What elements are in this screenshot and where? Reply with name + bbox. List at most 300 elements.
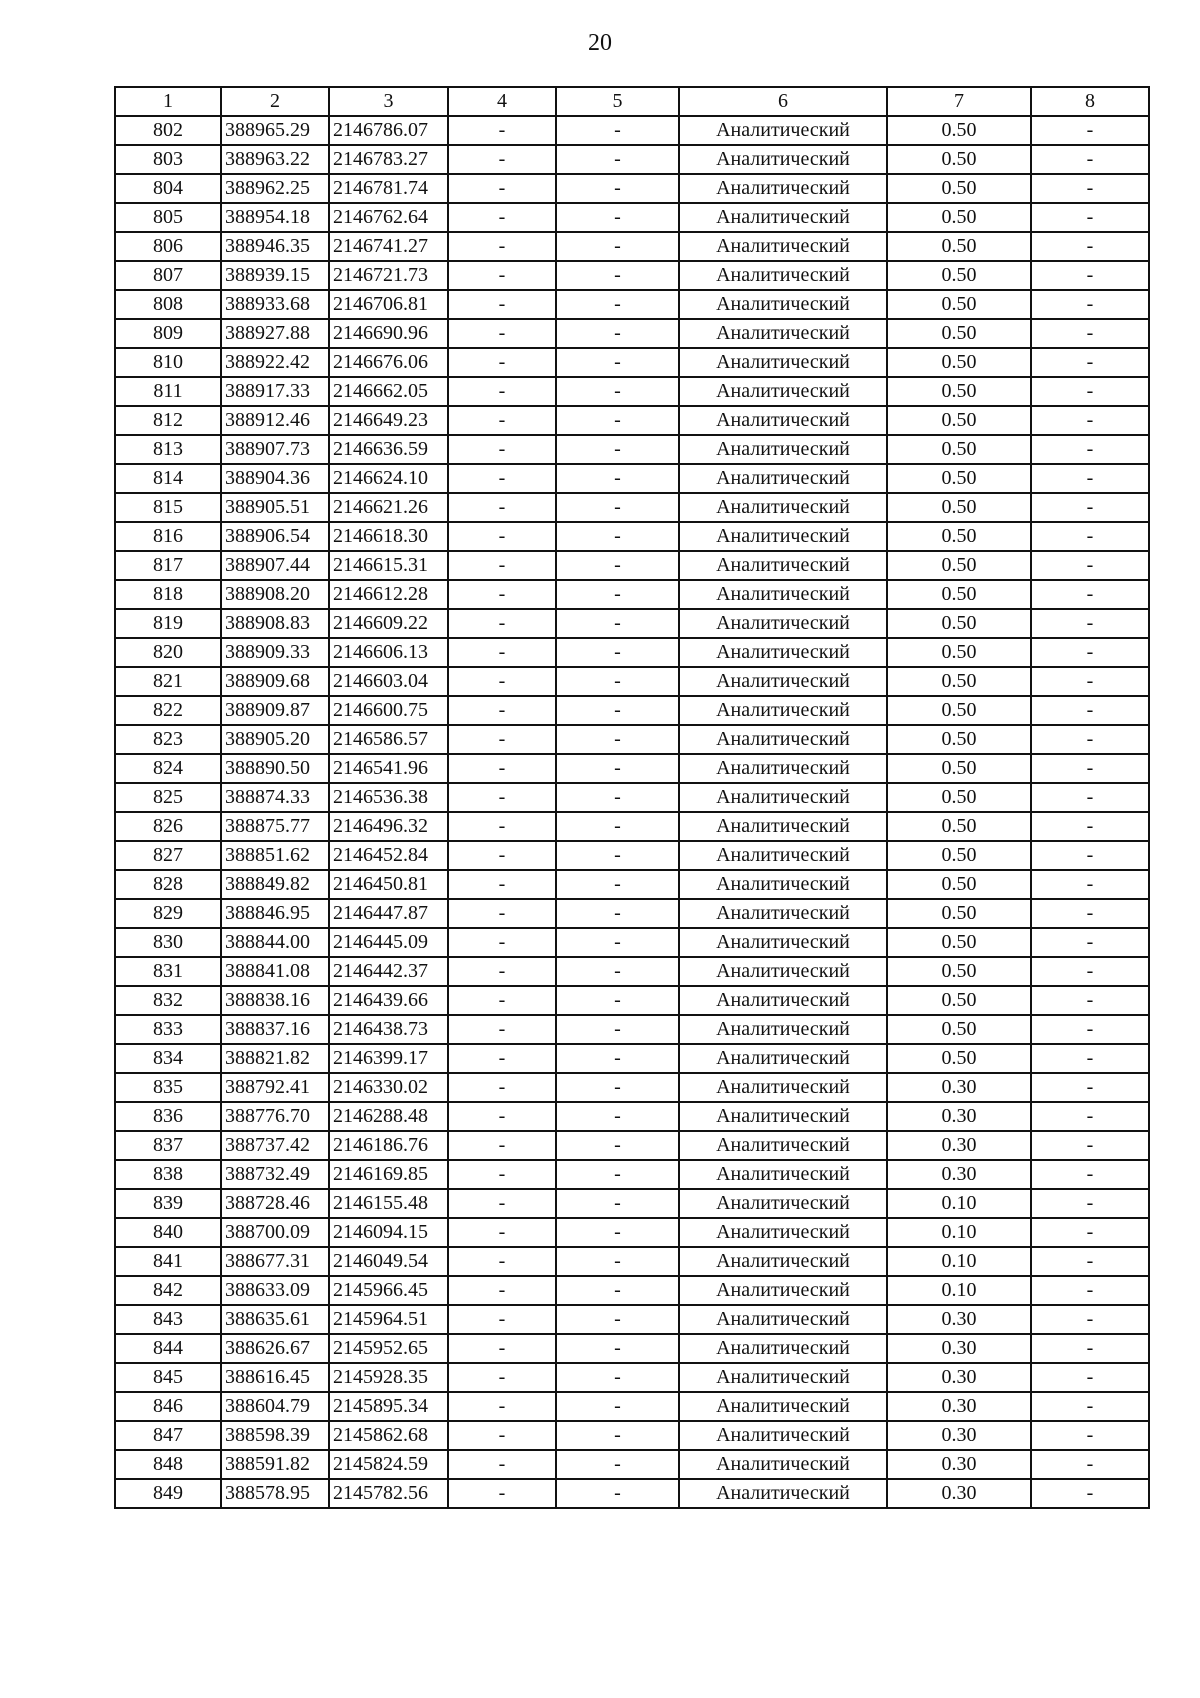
method-cell: Аналитический xyxy=(679,609,887,638)
table-row xyxy=(115,435,1149,464)
table-row xyxy=(115,580,1149,609)
x-coordinate-cell: 388917.33 xyxy=(221,377,329,406)
table-row xyxy=(115,638,1149,667)
column-4-cell: - xyxy=(448,957,556,986)
x-coordinate-cell: 388837.16 xyxy=(221,1015,329,1044)
column-5-cell: - xyxy=(556,1044,679,1073)
x-coordinate-cell: 388962.25 xyxy=(221,174,329,203)
column-8-cell: - xyxy=(1031,638,1149,667)
column-5-cell: - xyxy=(556,1421,679,1450)
y-coordinate-cell: 2146662.05 xyxy=(329,377,448,406)
y-coordinate-cell: 2146536.38 xyxy=(329,783,448,812)
table-row xyxy=(115,1044,1149,1073)
column-4-cell: - xyxy=(448,1015,556,1044)
table-row xyxy=(115,1218,1149,1247)
y-coordinate-cell: 2146690.96 xyxy=(329,319,448,348)
method-cell: Аналитический xyxy=(679,725,887,754)
column-8-cell: - xyxy=(1031,870,1149,899)
method-cell: Аналитический xyxy=(679,406,887,435)
x-coordinate-cell: 388965.29 xyxy=(221,116,329,145)
point-number-cell: 813 xyxy=(115,435,221,464)
accuracy-cell: 0.50 xyxy=(887,609,1031,638)
column-8-cell: - xyxy=(1031,1160,1149,1189)
point-number-cell: 831 xyxy=(115,957,221,986)
x-coordinate-cell: 388838.16 xyxy=(221,986,329,1015)
column-4-cell: - xyxy=(448,1102,556,1131)
column-8-cell: - xyxy=(1031,1450,1149,1479)
column-4-cell: - xyxy=(448,1218,556,1247)
column-8-cell: - xyxy=(1031,1073,1149,1102)
accuracy-cell: 0.30 xyxy=(887,1160,1031,1189)
accuracy-cell: 0.50 xyxy=(887,957,1031,986)
table-row xyxy=(115,1450,1149,1479)
table-row xyxy=(115,783,1149,812)
table-row xyxy=(115,348,1149,377)
method-cell: Аналитический xyxy=(679,667,887,696)
column-8-cell: - xyxy=(1031,1479,1149,1508)
table-row xyxy=(115,957,1149,986)
page-number: 20 xyxy=(588,30,612,56)
column-4-cell: - xyxy=(448,899,556,928)
column-5-cell: - xyxy=(556,841,679,870)
column-5-cell: - xyxy=(556,377,679,406)
table-row xyxy=(115,145,1149,174)
accuracy-cell: 0.50 xyxy=(887,203,1031,232)
column-4-cell: - xyxy=(448,1073,556,1102)
y-coordinate-cell: 2146049.54 xyxy=(329,1247,448,1276)
table-row xyxy=(115,174,1149,203)
column-5-cell: - xyxy=(556,174,679,203)
accuracy-cell: 0.30 xyxy=(887,1073,1031,1102)
point-number-cell: 832 xyxy=(115,986,221,1015)
column-5-cell: - xyxy=(556,1102,679,1131)
column-5-cell: - xyxy=(556,1334,679,1363)
column-8-cell: - xyxy=(1031,232,1149,261)
column-8-cell: - xyxy=(1031,348,1149,377)
method-cell: Аналитический xyxy=(679,464,887,493)
y-coordinate-cell: 2146452.84 xyxy=(329,841,448,870)
column-5-cell: - xyxy=(556,493,679,522)
column-4-cell: - xyxy=(448,406,556,435)
x-coordinate-cell: 388890.50 xyxy=(221,754,329,783)
table-row xyxy=(115,1479,1149,1508)
point-number-cell: 808 xyxy=(115,290,221,319)
table-row xyxy=(115,1421,1149,1450)
column-5-cell: - xyxy=(556,1276,679,1305)
column-5-cell: - xyxy=(556,1131,679,1160)
x-coordinate-cell: 388616.45 xyxy=(221,1363,329,1392)
column-4-cell: - xyxy=(448,145,556,174)
column-5-cell: - xyxy=(556,1015,679,1044)
column-4-cell: - xyxy=(448,870,556,899)
accuracy-cell: 0.50 xyxy=(887,348,1031,377)
point-number-cell: 820 xyxy=(115,638,221,667)
column-5-cell: - xyxy=(556,1305,679,1334)
point-number-cell: 825 xyxy=(115,783,221,812)
x-coordinate-cell: 388821.82 xyxy=(221,1044,329,1073)
accuracy-cell: 0.30 xyxy=(887,1392,1031,1421)
x-coordinate-cell: 388841.08 xyxy=(221,957,329,986)
column-header-6: 6 xyxy=(679,87,887,116)
column-8-cell: - xyxy=(1031,1189,1149,1218)
column-4-cell: - xyxy=(448,667,556,696)
x-coordinate-cell: 388922.42 xyxy=(221,348,329,377)
column-8-cell: - xyxy=(1031,928,1149,957)
column-header-8: 8 xyxy=(1031,87,1149,116)
y-coordinate-cell: 2146603.04 xyxy=(329,667,448,696)
table-row xyxy=(115,1247,1149,1276)
point-number-cell: 811 xyxy=(115,377,221,406)
column-8-cell: - xyxy=(1031,841,1149,870)
column-8-cell: - xyxy=(1031,290,1149,319)
accuracy-cell: 0.50 xyxy=(887,1044,1031,1073)
column-4-cell: - xyxy=(448,1276,556,1305)
column-4-cell: - xyxy=(448,174,556,203)
column-header-5: 5 xyxy=(556,87,679,116)
column-8-cell: - xyxy=(1031,899,1149,928)
y-coordinate-cell: 2146636.59 xyxy=(329,435,448,464)
y-coordinate-cell: 2145952.65 xyxy=(329,1334,448,1363)
column-4-cell: - xyxy=(448,261,556,290)
method-cell: Аналитический xyxy=(679,1189,887,1218)
point-number-cell: 812 xyxy=(115,406,221,435)
x-coordinate-cell: 388905.51 xyxy=(221,493,329,522)
x-coordinate-cell: 388846.95 xyxy=(221,899,329,928)
column-4-cell: - xyxy=(448,1305,556,1334)
column-8-cell: - xyxy=(1031,1131,1149,1160)
column-5-cell: - xyxy=(556,1189,679,1218)
method-cell: Аналитический xyxy=(679,435,887,464)
table-body xyxy=(115,116,1149,1508)
x-coordinate-cell: 388909.68 xyxy=(221,667,329,696)
column-5-cell: - xyxy=(556,522,679,551)
accuracy-cell: 0.50 xyxy=(887,870,1031,899)
table-row xyxy=(115,754,1149,783)
method-cell: Аналитический xyxy=(679,1218,887,1247)
point-number-cell: 838 xyxy=(115,1160,221,1189)
column-4-cell: - xyxy=(448,638,556,667)
column-8-cell: - xyxy=(1031,696,1149,725)
column-5-cell: - xyxy=(556,899,679,928)
accuracy-cell: 0.50 xyxy=(887,667,1031,696)
y-coordinate-cell: 2146621.26 xyxy=(329,493,448,522)
column-5-cell: - xyxy=(556,870,679,899)
method-cell: Аналитический xyxy=(679,377,887,406)
column-8-cell: - xyxy=(1031,377,1149,406)
point-number-cell: 840 xyxy=(115,1218,221,1247)
method-cell: Аналитический xyxy=(679,870,887,899)
point-number-cell: 824 xyxy=(115,754,221,783)
table-row xyxy=(115,522,1149,551)
point-number-cell: 843 xyxy=(115,1305,221,1334)
table-row xyxy=(115,406,1149,435)
method-cell: Аналитический xyxy=(679,261,887,290)
accuracy-cell: 0.50 xyxy=(887,754,1031,783)
accuracy-cell: 0.50 xyxy=(887,290,1031,319)
column-8-cell: - xyxy=(1031,551,1149,580)
point-number-cell: 836 xyxy=(115,1102,221,1131)
column-4-cell: - xyxy=(448,1334,556,1363)
y-coordinate-cell: 2145862.68 xyxy=(329,1421,448,1450)
table-row xyxy=(115,870,1149,899)
accuracy-cell: 0.50 xyxy=(887,1015,1031,1044)
column-5-cell: - xyxy=(556,232,679,261)
table-row xyxy=(115,696,1149,725)
y-coordinate-cell: 2146442.37 xyxy=(329,957,448,986)
column-8-cell: - xyxy=(1031,754,1149,783)
x-coordinate-cell: 388849.82 xyxy=(221,870,329,899)
method-cell: Аналитический xyxy=(679,551,887,580)
point-number-cell: 802 xyxy=(115,116,221,145)
x-coordinate-cell: 388737.42 xyxy=(221,1131,329,1160)
table-row xyxy=(115,1160,1149,1189)
column-5-cell: - xyxy=(556,580,679,609)
column-8-cell: - xyxy=(1031,493,1149,522)
column-4-cell: - xyxy=(448,725,556,754)
column-8-cell: - xyxy=(1031,986,1149,1015)
method-cell: Аналитический xyxy=(679,348,887,377)
y-coordinate-cell: 2146155.48 xyxy=(329,1189,448,1218)
table-row xyxy=(115,319,1149,348)
x-coordinate-cell: 388851.62 xyxy=(221,841,329,870)
table-row xyxy=(115,841,1149,870)
column-4-cell: - xyxy=(448,609,556,638)
point-number-cell: 806 xyxy=(115,232,221,261)
point-number-cell: 839 xyxy=(115,1189,221,1218)
column-5-cell: - xyxy=(556,638,679,667)
x-coordinate-cell: 388598.39 xyxy=(221,1421,329,1450)
method-cell: Аналитический xyxy=(679,1334,887,1363)
y-coordinate-cell: 2146330.02 xyxy=(329,1073,448,1102)
point-number-cell: 830 xyxy=(115,928,221,957)
accuracy-cell: 0.30 xyxy=(887,1363,1031,1392)
method-cell: Аналитический xyxy=(679,232,887,261)
accuracy-cell: 0.30 xyxy=(887,1334,1031,1363)
column-5-cell: - xyxy=(556,1247,679,1276)
x-coordinate-cell: 388907.73 xyxy=(221,435,329,464)
column-5-cell: - xyxy=(556,1218,679,1247)
column-4-cell: - xyxy=(448,928,556,957)
x-coordinate-cell: 388946.35 xyxy=(221,232,329,261)
x-coordinate-cell: 388700.09 xyxy=(221,1218,329,1247)
column-4-cell: - xyxy=(448,1479,556,1508)
column-4-cell: - xyxy=(448,1450,556,1479)
y-coordinate-cell: 2146609.22 xyxy=(329,609,448,638)
table-header-row xyxy=(115,87,1149,116)
method-cell: Аналитический xyxy=(679,1421,887,1450)
accuracy-cell: 0.30 xyxy=(887,1479,1031,1508)
column-8-cell: - xyxy=(1031,203,1149,232)
table-row xyxy=(115,725,1149,754)
column-5-cell: - xyxy=(556,1363,679,1392)
method-cell: Аналитический xyxy=(679,1102,887,1131)
x-coordinate-cell: 388792.41 xyxy=(221,1073,329,1102)
point-number-cell: 826 xyxy=(115,812,221,841)
column-5-cell: - xyxy=(556,116,679,145)
column-4-cell: - xyxy=(448,377,556,406)
accuracy-cell: 0.50 xyxy=(887,232,1031,261)
method-cell: Аналитический xyxy=(679,986,887,1015)
accuracy-cell: 0.50 xyxy=(887,696,1031,725)
point-number-cell: 846 xyxy=(115,1392,221,1421)
column-4-cell: - xyxy=(448,551,556,580)
point-number-cell: 815 xyxy=(115,493,221,522)
column-5-cell: - xyxy=(556,261,679,290)
column-5-cell: - xyxy=(556,1392,679,1421)
table-row xyxy=(115,1131,1149,1160)
column-8-cell: - xyxy=(1031,1421,1149,1450)
table-row xyxy=(115,1102,1149,1131)
column-4-cell: - xyxy=(448,1131,556,1160)
column-4-cell: - xyxy=(448,1189,556,1218)
accuracy-cell: 0.50 xyxy=(887,551,1031,580)
table-row xyxy=(115,899,1149,928)
column-4-cell: - xyxy=(448,290,556,319)
column-4-cell: - xyxy=(448,348,556,377)
x-coordinate-cell: 388912.46 xyxy=(221,406,329,435)
table-row xyxy=(115,609,1149,638)
column-4-cell: - xyxy=(448,1247,556,1276)
y-coordinate-cell: 2146399.17 xyxy=(329,1044,448,1073)
method-cell: Аналитический xyxy=(679,1305,887,1334)
accuracy-cell: 0.50 xyxy=(887,928,1031,957)
method-cell: Аналитический xyxy=(679,145,887,174)
y-coordinate-cell: 2146438.73 xyxy=(329,1015,448,1044)
column-4-cell: - xyxy=(448,986,556,1015)
table-row xyxy=(115,232,1149,261)
accuracy-cell: 0.50 xyxy=(887,899,1031,928)
column-4-cell: - xyxy=(448,1363,556,1392)
accuracy-cell: 0.50 xyxy=(887,522,1031,551)
y-coordinate-cell: 2146649.23 xyxy=(329,406,448,435)
column-8-cell: - xyxy=(1031,319,1149,348)
method-cell: Аналитический xyxy=(679,1450,887,1479)
column-4-cell: - xyxy=(448,783,556,812)
method-cell: Аналитический xyxy=(679,1247,887,1276)
y-coordinate-cell: 2146676.06 xyxy=(329,348,448,377)
x-coordinate-cell: 388875.77 xyxy=(221,812,329,841)
column-8-cell: - xyxy=(1031,174,1149,203)
point-number-cell: 817 xyxy=(115,551,221,580)
column-4-cell: - xyxy=(448,1160,556,1189)
table-row xyxy=(115,812,1149,841)
x-coordinate-cell: 388933.68 xyxy=(221,290,329,319)
method-cell: Аналитический xyxy=(679,754,887,783)
column-8-cell: - xyxy=(1031,1363,1149,1392)
x-coordinate-cell: 388635.61 xyxy=(221,1305,329,1334)
point-number-cell: 807 xyxy=(115,261,221,290)
column-5-cell: - xyxy=(556,203,679,232)
column-8-cell: - xyxy=(1031,1247,1149,1276)
accuracy-cell: 0.30 xyxy=(887,1421,1031,1450)
coordinates-table xyxy=(114,86,1150,1509)
method-cell: Аналитический xyxy=(679,1479,887,1508)
column-5-cell: - xyxy=(556,145,679,174)
column-4-cell: - xyxy=(448,812,556,841)
column-4-cell: - xyxy=(448,754,556,783)
table-row xyxy=(115,551,1149,580)
column-4-cell: - xyxy=(448,203,556,232)
column-5-cell: - xyxy=(556,754,679,783)
accuracy-cell: 0.50 xyxy=(887,174,1031,203)
column-8-cell: - xyxy=(1031,957,1149,986)
accuracy-cell: 0.50 xyxy=(887,406,1031,435)
y-coordinate-cell: 2146706.81 xyxy=(329,290,448,319)
x-coordinate-cell: 388908.20 xyxy=(221,580,329,609)
y-coordinate-cell: 2146606.13 xyxy=(329,638,448,667)
y-coordinate-cell: 2145895.34 xyxy=(329,1392,448,1421)
column-8-cell: - xyxy=(1031,522,1149,551)
column-8-cell: - xyxy=(1031,1305,1149,1334)
y-coordinate-cell: 2146741.27 xyxy=(329,232,448,261)
column-5-cell: - xyxy=(556,319,679,348)
point-number-cell: 837 xyxy=(115,1131,221,1160)
x-coordinate-cell: 388927.88 xyxy=(221,319,329,348)
y-coordinate-cell: 2145782.56 xyxy=(329,1479,448,1508)
y-coordinate-cell: 2145966.45 xyxy=(329,1276,448,1305)
column-header-1: 1 xyxy=(115,87,221,116)
x-coordinate-cell: 388904.36 xyxy=(221,464,329,493)
method-cell: Аналитический xyxy=(679,841,887,870)
table-row xyxy=(115,116,1149,145)
table-row xyxy=(115,290,1149,319)
column-5-cell: - xyxy=(556,667,679,696)
column-8-cell: - xyxy=(1031,1102,1149,1131)
y-coordinate-cell: 2146618.30 xyxy=(329,522,448,551)
method-cell: Аналитический xyxy=(679,174,887,203)
column-8-cell: - xyxy=(1031,1015,1149,1044)
y-coordinate-cell: 2146624.10 xyxy=(329,464,448,493)
x-coordinate-cell: 388874.33 xyxy=(221,783,329,812)
method-cell: Аналитический xyxy=(679,580,887,609)
point-number-cell: 805 xyxy=(115,203,221,232)
method-cell: Аналитический xyxy=(679,319,887,348)
column-4-cell: - xyxy=(448,435,556,464)
x-coordinate-cell: 388728.46 xyxy=(221,1189,329,1218)
column-4-cell: - xyxy=(448,522,556,551)
column-5-cell: - xyxy=(556,1160,679,1189)
column-8-cell: - xyxy=(1031,435,1149,464)
y-coordinate-cell: 2146586.57 xyxy=(329,725,448,754)
column-5-cell: - xyxy=(556,1450,679,1479)
accuracy-cell: 0.50 xyxy=(887,986,1031,1015)
method-cell: Аналитический xyxy=(679,1131,887,1160)
table-row xyxy=(115,261,1149,290)
point-number-cell: 834 xyxy=(115,1044,221,1073)
column-4-cell: - xyxy=(448,1392,556,1421)
point-number-cell: 845 xyxy=(115,1363,221,1392)
y-coordinate-cell: 2146169.85 xyxy=(329,1160,448,1189)
x-coordinate-cell: 388905.20 xyxy=(221,725,329,754)
method-cell: Аналитический xyxy=(679,203,887,232)
column-8-cell: - xyxy=(1031,145,1149,174)
y-coordinate-cell: 2146721.73 xyxy=(329,261,448,290)
method-cell: Аналитический xyxy=(679,1073,887,1102)
y-coordinate-cell: 2146450.81 xyxy=(329,870,448,899)
table-row xyxy=(115,203,1149,232)
column-8-cell: - xyxy=(1031,667,1149,696)
point-number-cell: 814 xyxy=(115,464,221,493)
accuracy-cell: 0.30 xyxy=(887,1450,1031,1479)
x-coordinate-cell: 388591.82 xyxy=(221,1450,329,1479)
column-header-4: 4 xyxy=(448,87,556,116)
column-5-cell: - xyxy=(556,1479,679,1508)
accuracy-cell: 0.50 xyxy=(887,319,1031,348)
table-row xyxy=(115,1363,1149,1392)
column-header-3: 3 xyxy=(329,87,448,116)
accuracy-cell: 0.10 xyxy=(887,1218,1031,1247)
column-5-cell: - xyxy=(556,783,679,812)
